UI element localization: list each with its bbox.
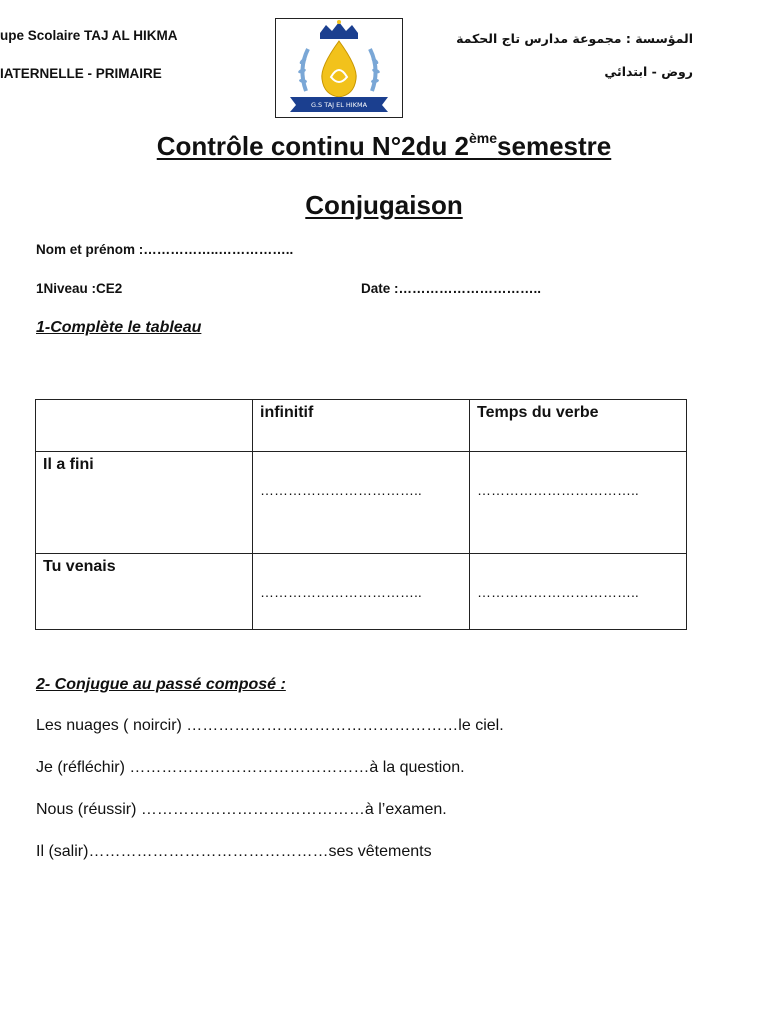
table-header-cell xyxy=(253,400,470,452)
institution-name-arabic: المؤسسة : مجموعة مدارس تاج الحكمة xyxy=(456,31,693,46)
exercise-2-heading: 2- Conjugue au passé composé : xyxy=(36,676,286,693)
answer-blank: …………………………….. xyxy=(260,482,422,498)
table-row xyxy=(36,554,687,630)
title-part-1: Contrôle continu N°2du 2 xyxy=(156,131,470,161)
row-label-cell xyxy=(36,554,253,630)
exercise-sentence: Les nuages ( noircir) ……………………………………………le ciel. xyxy=(36,717,504,734)
row-label-cell xyxy=(36,452,253,554)
temps-answer-cell[interactable] xyxy=(470,554,687,630)
school-levels-left: IATERNELLE - PRIMAIRE xyxy=(0,66,162,81)
exercise-1-heading: 1-Complète le tableau xyxy=(36,319,202,336)
title-superscript: ème xyxy=(469,130,498,146)
table-header-cell xyxy=(470,400,687,452)
answer-blank: …………………………….. xyxy=(260,584,422,600)
level-field: 1Niveau :CE2 xyxy=(36,281,123,296)
subject-title: Conjugaison xyxy=(305,190,463,220)
exercise-sentence: Je (réfléchir) ………………………………………à la question. xyxy=(36,759,465,776)
infinitif-answer-cell[interactable] xyxy=(253,452,470,554)
table-header-row xyxy=(36,400,687,452)
logo-caption: G.S TAJ EL HIKMA xyxy=(310,101,368,109)
page-title xyxy=(0,130,768,162)
table-row xyxy=(36,452,687,554)
date-field: Date :………………………….. xyxy=(361,281,542,296)
header-temps: Temps du verbe xyxy=(477,404,599,421)
title-part-2: semestre xyxy=(497,131,612,161)
infinitif-answer-cell[interactable] xyxy=(253,554,470,630)
institution-levels-arabic: روض - ابتدائي xyxy=(604,64,693,79)
temps-answer-cell[interactable] xyxy=(470,452,687,554)
row-label: Il a fini xyxy=(43,456,94,473)
answer-blank: …………………………….. xyxy=(477,482,639,498)
school-name-left: upe Scolaire TAJ AL HIKMA xyxy=(0,28,178,43)
row-label: Tu venais xyxy=(43,558,116,575)
answer-blank: …………………………….. xyxy=(477,584,639,600)
header-infinitif: infinitif xyxy=(260,404,314,421)
school-logo xyxy=(275,18,403,118)
name-field: Nom et prénom :……………..…………….. xyxy=(36,242,294,257)
table-header-cell xyxy=(36,400,253,452)
logo-emblem-icon xyxy=(276,19,402,117)
conjugation-table xyxy=(35,399,687,630)
exercise-sentence: Nous (réussir) ……………………………………à l’examen. xyxy=(36,801,447,818)
exercise-sentence: Il (salir)………………………………………ses vêtements xyxy=(36,843,432,860)
